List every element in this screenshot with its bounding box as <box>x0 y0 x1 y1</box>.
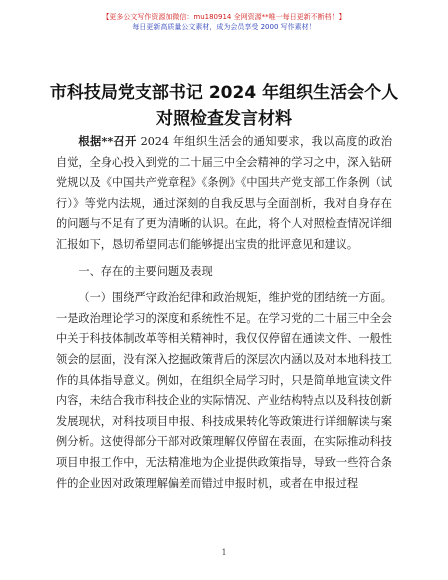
document-title: 市科技局党支部书记 2024 年组织生活会个人对照检查发言材料 <box>49 83 399 129</box>
document-body <box>56 131 392 494</box>
promo-banner <box>0 12 448 32</box>
body-paragraph-1: （一）围绕严守政治纪律和政治规矩，维护党的团结统一方面。一是政治理论学习的深度和系统性不足。在学习党的二十届三中全会中关于科技体制改革等相关精神时，我仅仅停留在通读文件、一般性领会的层面，没有深入挖掘政策背后的深层次内涵以及对本地科技工作的具体指导意义。例如，在组织全局学习时，只是简单地宣读文件内容，未结合我市科技企业的实际情况、产业结构特点以及科技创新发展现状，对科技项目申报、科技成果转化等政策进行详细解读与案例分析。这使得部分干部对政策理解仅停留在表面，在实际推动科技项目申报工作中，无法精准地为企业提供政策指导，导致一些符合条件的企业因对政策理解偏差而错过申报时机，或者在申报过程 <box>56 291 392 490</box>
intro-lead: 根据**召开 <box>78 134 137 148</box>
page-number: 1 <box>221 548 227 557</box>
promo-banner-line-2: 每日更新高质量公文素材，成为会员享受 2000 写作素材！ <box>132 23 316 31</box>
promo-banner-line-1: 【更多公文写作资源加微信：mu180914 全网资源**唯一每日更新不断档！】 <box>102 13 346 21</box>
intro-paragraph <box>56 131 392 256</box>
intro-text: 2024 年组织生活会的通知要求，我以高度的政治自觉，全身心投入到党的二十届三中全会精神的学习之中，深入钻研党规以及《中国共产党章程》《条例》《中国共产党支部工作条例（试行）》等党内法规，通过深刻的自我反思与全面剖析，我对自身存在的问题与不足有了更为清晰的认识。在此，将个人对照检查情况详细汇报如下，恳切希望同志们能够提出宝贵的批评意见和建议。 <box>56 135 393 251</box>
section-heading: 一、存在的主要问题及表现 <box>78 264 213 278</box>
